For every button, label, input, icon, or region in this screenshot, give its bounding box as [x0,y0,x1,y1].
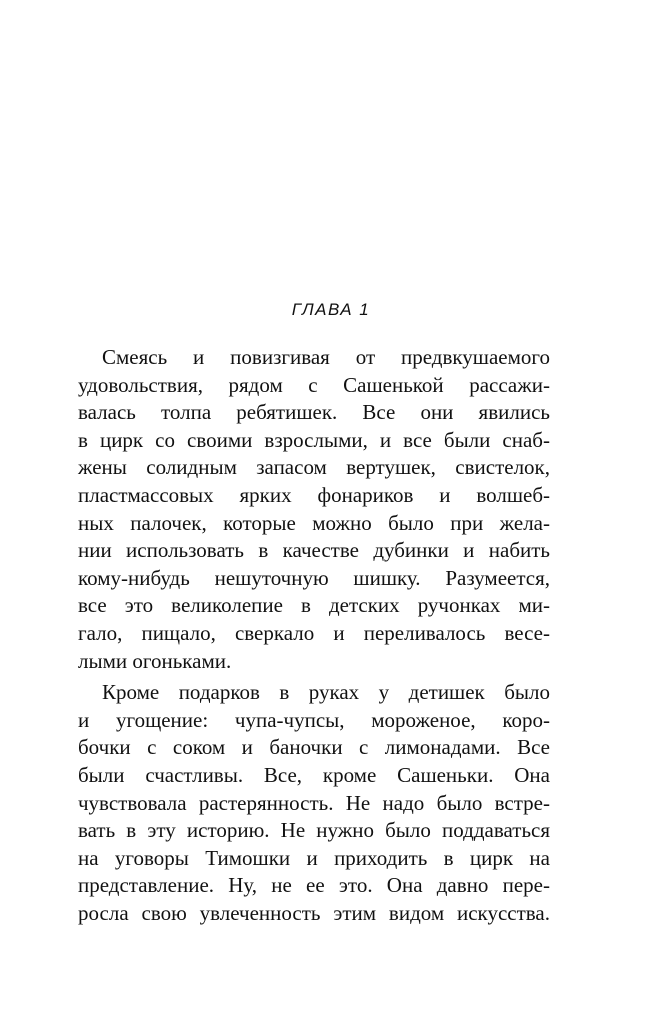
text-line: кому-нибудь нешуточную шишку. Разумеется, [78,565,550,590]
paragraph-1 [78,344,550,675]
text-line: росла свою увлеченность этим видом искусства. [78,900,550,925]
text-line: валась толпа ребятишек. Все они явились [78,400,550,425]
text-line: в цирк со своими взрослыми, и все были снаб- [78,427,550,452]
text-line: нии использовать в качестве дубинки и набить [78,538,550,563]
text-line: Кроме подарков в руках у детишек было [102,680,550,705]
text-line: чувствовала растерянность. Не надо было встре- [78,790,550,815]
text-line: бочки с соком и баночки с лимонадами. Все [78,735,550,760]
text-line: представление. Ну, не ее это. Она давно пере- [78,873,550,898]
text-line: гало, пищало, сверкало и переливалось весе- [78,620,550,645]
text-line: и угощение: чупа-чупсы, мороженое, коро- [78,707,550,732]
text-line: жены солидным запасом вертушек, свистелок, [78,455,550,480]
text-line: были счастливы. Все, кроме Сашеньки. Она [78,762,550,787]
text-line: Смеясь и повизгивая от предвкушаемого [102,345,550,369]
text-line: лыми огоньками. [78,648,232,673]
text-line: удовольствия, рядом с Сашенькой рассажи- [78,372,550,397]
body-text [78,344,550,927]
text-line: на уговоры Тимошки и приходить в цирк на [78,845,550,870]
text-line: ных палочек, которые можно было при жела- [78,510,550,535]
text-line: все это великолепие в детских ручонках ми- [78,593,550,618]
text-line: пластмассовых ярких фонариков и волшеб- [78,482,550,507]
paragraph-2 [78,679,550,927]
text-line: вать в эту историю. Не нужно было поддаваться [78,818,550,843]
chapter-heading: ГЛАВА 1 [291,300,371,319]
